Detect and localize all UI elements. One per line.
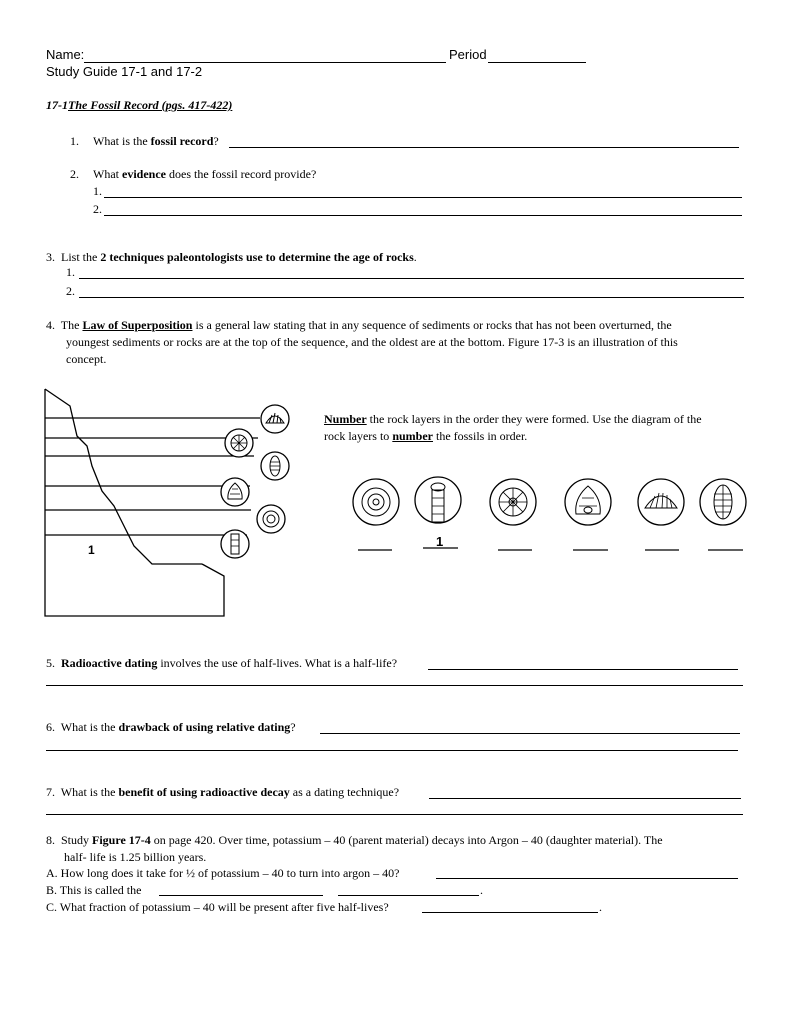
q8-part-a: A. How long does it take for ½ of potassium – 40 to turn into argon – 40? — [46, 866, 400, 880]
fossil-snail-icon — [565, 479, 611, 525]
q6-answer-line[interactable] — [320, 733, 740, 734]
cliff-fossil-ammonite-icon — [257, 505, 285, 533]
q3-answer1-line[interactable] — [79, 278, 744, 279]
fossils-to-number — [348, 470, 753, 560]
q5-answer-line[interactable] — [428, 669, 738, 670]
q8-part-c: C. What fraction of potassium – 40 will be present after five half-lives? — [46, 900, 389, 914]
q1-number: 1. — [70, 134, 79, 148]
q1-text: What is the fossil record? — [93, 134, 219, 148]
period-label: Period — [449, 47, 487, 62]
q7-answer-line2[interactable] — [46, 814, 743, 815]
study-guide-title: Study Guide 17-1 and 17-2 — [46, 64, 203, 79]
q3-text: 3. List the 2 techniques paleontologists use to determine the age of rocks. — [46, 250, 417, 264]
q5-answer-line2[interactable] — [46, 685, 743, 686]
cliff-fossil-trilobite-icon — [261, 452, 289, 480]
q7-text: 7. What is the benefit of using radioactive decay as a dating technique? — [46, 785, 400, 799]
q8-part-b: B. This is called the — [46, 883, 142, 897]
q8-line2: half- life is 1.25 billion years. — [64, 850, 207, 864]
name-label: Name: — [46, 47, 85, 62]
q4-line3: concept. — [66, 352, 107, 366]
q8-part-b-period: . — [480, 883, 483, 897]
cliff-fossil-snail-icon — [221, 478, 249, 506]
q5-text: 5. Radioactive dating involves the use of half-lives. What is a half-life? — [46, 656, 398, 670]
q8-part-c-period: . — [599, 900, 602, 914]
q2-answer2-label: 2. — [93, 202, 102, 216]
name-field[interactable] — [84, 62, 446, 63]
cliff-fossil-sand-dollar-icon — [225, 429, 253, 457]
q6-answer-line2[interactable] — [46, 750, 738, 751]
q8-part-c-answer[interactable] — [422, 912, 598, 913]
rock-layers-diagram — [42, 386, 297, 621]
figure-instruction-line1: Number the rock layers in the order they were formed. Use the diagram of the — [324, 412, 702, 426]
section-heading — [46, 98, 232, 113]
figure-instruction-line2: rock layers to number the fossils in order. — [324, 429, 528, 443]
q3-answer2-line[interactable] — [79, 297, 744, 298]
q1-answer-line[interactable] — [229, 147, 739, 148]
q8-part-a-answer[interactable] — [436, 878, 738, 879]
q8-part-b-answer2[interactable] — [338, 895, 479, 896]
q6-text: 6. What is the drawback of using relative dating? — [46, 720, 296, 734]
cliff-fossil-crinoid-icon — [221, 530, 249, 558]
section-title: The Fossil Record (pgs. 417-422) — [68, 98, 233, 112]
fossil-fan-shell-icon — [638, 479, 684, 525]
fossil-sand-dollar-icon — [490, 479, 536, 525]
q8-line1: 8. Study Figure 17-4 on page 420. Over time, potassium – 40 (parent material) decays into Argon – 40 (daughter material). The — [46, 833, 663, 847]
cliff-fossil-fan-shell-icon — [261, 405, 289, 433]
fossil-trilobite-icon — [700, 479, 746, 525]
q2-text: What evidence does the fossil record provide? — [93, 167, 317, 181]
q3-answer2-label: 2. — [66, 284, 75, 298]
q7-answer-line[interactable] — [429, 798, 741, 799]
q8-part-b-answer1[interactable] — [159, 895, 323, 896]
q2-answer1-label: 1. — [93, 184, 102, 198]
q2-answer2-line[interactable] — [104, 215, 742, 216]
q3-answer1-label: 1. — [66, 265, 75, 279]
section-number: 17-1 — [46, 98, 68, 112]
cliff-layer-label: 1 — [88, 543, 95, 557]
fossil-crinoid-icon — [415, 477, 461, 523]
fossil-ammonite-icon — [353, 479, 399, 525]
q2-answer1-line[interactable] — [104, 197, 742, 198]
q4-line2: youngest sediments or rocks are at the top of the sequence, and the oldest are at the bottom. Figure 17-3 is an illustration of this — [66, 335, 678, 349]
period-field[interactable] — [488, 62, 586, 63]
fossil-answer-label: 1 — [436, 534, 444, 549]
q2-number: 2. — [70, 167, 79, 181]
q4-line1: 4. The Law of Superposition is a general law stating that in any sequence of sediments or rocks that has not been overturned, the — [46, 318, 672, 332]
